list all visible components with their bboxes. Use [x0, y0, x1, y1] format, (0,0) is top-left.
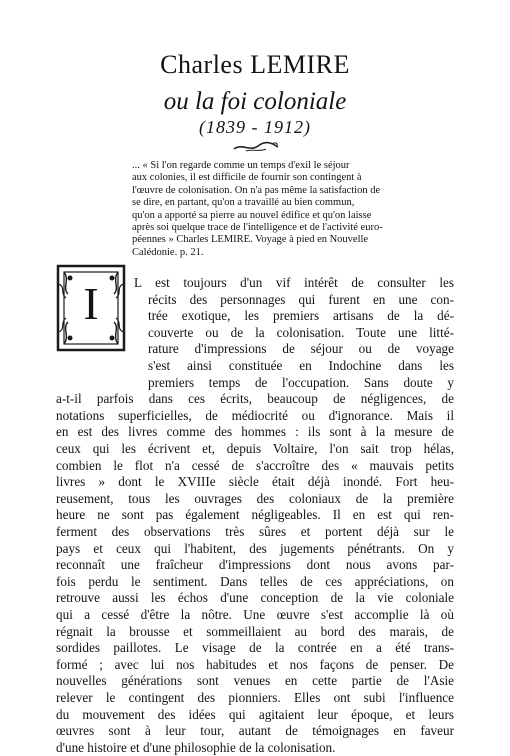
epigraph-quote — [132, 160, 456, 259]
epigraph-line: péennes » Charles LEMIRE. Voyage à pied en Nouvelle — [132, 234, 369, 246]
body-line: reusement, tous les ouvrages des coloniaux de la première — [56, 490, 454, 506]
epigraph-line: aux colonies, il est difficile de fournir son contingent à — [132, 172, 362, 184]
body-line: rature d'impressions de séjour ou de voyage — [148, 341, 454, 357]
body-line: sordides paillotes. Le visage de la contrée en a été trans- — [56, 640, 454, 656]
epigraph-line: qu'on a apporté sa pierre au nouvel édifice et qu'on laisse — [132, 209, 372, 221]
body-line: couverte ou de la colonisation. Toute une litté- — [148, 324, 454, 340]
epigraph-line: Calédonie. p. 21. — [132, 246, 204, 258]
body-line: livres » dont le XVIIIe siècle était déjà inondé. Fort heu- — [56, 474, 454, 490]
body-line: s'est ainsi constituée en Indochine dans les — [148, 358, 454, 373]
body-line: nouvelles générations sont venues en cette partie de l'Asie — [56, 673, 454, 689]
body-line: premiers temps de l'occupation. Sans doute y — [148, 374, 454, 390]
life-dates: (1839 - 1912) — [199, 117, 311, 137]
body-line: fois perdu le sentiment. Dans telles de ces appréciations, on — [56, 573, 454, 589]
body-line: ceux qui les écrivent et, depuis Voltaire, l'on sait trop hélas, — [56, 441, 454, 456]
body-line: combien le flot n'a cessé de s'accroître des « mauvais petits — [56, 457, 454, 473]
ornate-initial — [56, 264, 126, 352]
body-line: relever le contingent des pionniers. Elles ont subi l'influence — [56, 690, 454, 705]
body-line: formé ; avec lui nos habitudes et nos façons de penser. De — [56, 656, 454, 672]
body-line: d'une histoire et d'une philosophie de la colonisation. — [56, 739, 336, 755]
body-line: pays et ceux qui l'habitent, des jugements pénétrants. On y — [56, 540, 454, 556]
body-line: en est des livres comme des hommes : ils sont à la mesure de — [56, 424, 454, 440]
body-line: œuvres sont à leur tour, autant de témoignages en faveur — [56, 723, 454, 739]
epigraph-line: après soi quelque trace de l'intelligence et de l'activité euro- — [132, 222, 383, 234]
dropcap-letter: I — [83, 278, 99, 329]
page-title: Charles LEMIRE — [160, 50, 350, 79]
body-line: du mouvement des idées qui agitaient leur époque, et leurs — [56, 706, 454, 722]
body-line: régnait la brousse et sommeillaient au bord des marais, de — [56, 623, 454, 639]
page-subtitle: ou la foi coloniale — [163, 88, 347, 115]
body-line: reconnaît une fraîcheur d'impressions dont nous avons par- — [56, 557, 454, 573]
flourish-ornament-icon — [232, 140, 280, 154]
body-line: trée exotique, les premiers artisans de la dé- — [148, 308, 454, 324]
body-line: ferment des observations très sûres et portent déjà sur le — [56, 524, 454, 539]
epigraph-line: ... « Si l'on regarde comme un temps d'exil le séjour — [132, 160, 350, 171]
body-line: récits des personnages qui furent en une con- — [148, 291, 454, 307]
body-line: L est toujours d'un vif intérêt de consulter les — [134, 275, 454, 290]
body-line: qui a cessé d'être la nôtre. Une œuvre s'est accomplie là où — [56, 607, 454, 622]
body-line: notations superficielles, de médiocrité ou d'ignorance. Mais il — [56, 407, 454, 423]
epigraph-line: se dire, en partant, qu'on a travaillé au bien commun, — [132, 197, 355, 209]
body-line: heure ne sont pas également négligeables. Il en est qui ren- — [56, 507, 454, 523]
body-line: a-t-il parfois dans ces écrits, beaucoup de négligences, de — [56, 391, 454, 407]
body-line: retrouve aussi les échos d'une conception de la vie coloniale — [56, 590, 454, 606]
epigraph-line: l'œuvre de colonisation. On n'a pas même la satisfaction de — [132, 184, 381, 196]
